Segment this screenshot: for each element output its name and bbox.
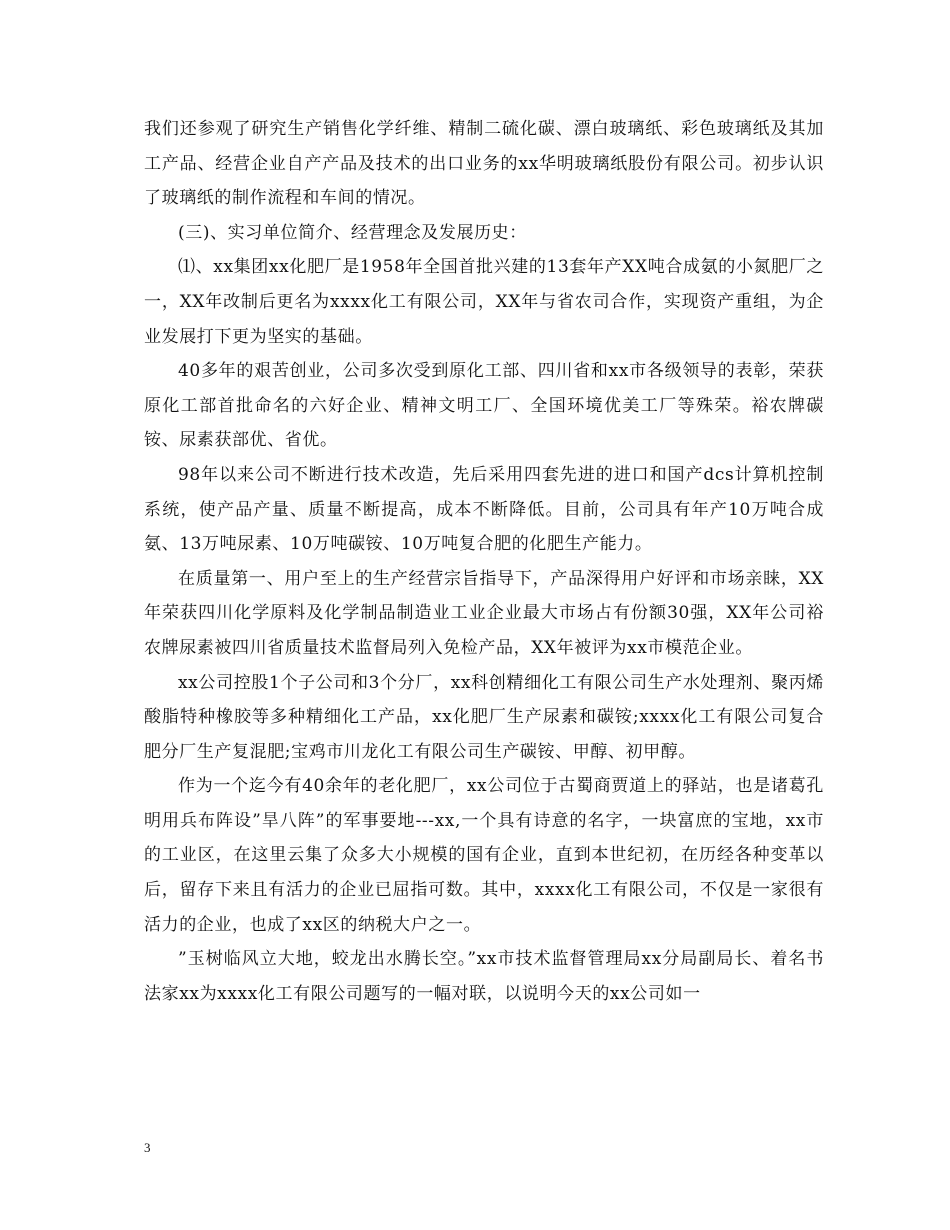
- paragraph-8: 作为一个迄今有40余年的老化肥厂，xx公司位于古蜀商贾道上的驿站，也是诸葛孔明用兵布阵设”旱八阵”的军事要地---xx,一个具有诗意的名字，一块富庶的宝地，xx市的工业区，在这里云集了众多大小规模的国有企业，直到本世纪初，在历经各种变革以后，留存下来且有活力的企业已屈指可数。其中，xxxx化工有限公司，不仅是一家很有活力的企业，也成了xx区的纳税大户之一。: [144, 776, 824, 935]
- paragraph-3: ⑴、xx集团xx化肥厂是1958年全国首批兴建的13套年产XX吨合成氨的小氮肥厂之一，XX年改制后更名为xxxx化工有限公司，XX年与省农司合作，实现资产重组，为企业发展打下更为坚实的基础。: [144, 257, 824, 347]
- page-number: 3: [144, 1140, 151, 1155]
- paragraph-2-section-heading: (三)、实习单位简介、经营理念及发展历史：: [178, 222, 527, 243]
- paragraph-7: xx公司控股1个子公司和3个分厂，xx科创精细化工有限公司生产水处理剂、聚丙烯酸脂特种橡胶等多种精细化工产品，xx化肥厂生产尿素和碳铵;xxxx化工有限公司复合肥分厂生产复混肥;宝鸡市川龙化工有限公司生产碳铵、甲醇、初甲醇。: [144, 672, 824, 762]
- document-body: [144, 112, 824, 1011]
- paragraph-1: 我们还参观了研究生产销售化学纤维、精制二硫化碳、漂白玻璃纸、彩色玻璃纸及其加工产品、经营企业自产产品及技术的出口业务的xx华明玻璃纸股份有限公司。初步认识了玻璃纸的制作流程和车间的情况。: [144, 119, 824, 209]
- paragraph-5: 98年以来公司不断进行技术改造，先后采用四套先进的进口和国产dcs计算机控制系统，使产品产量、质量不断提高，成本不断降低。目前，公司具有年产10万吨合成氨、13万吨尿素、10万吨碳铵、10万吨复合肥的化肥生产能力。: [144, 464, 824, 555]
- paragraph-6: 在质量第一、用户至上的生产经营宗旨指导下，产品深得用户好评和市场亲睐，XX年荣获四川化学原料及化学制品制造业工业企业最大市场占有份额30强，XX年公司裕农牌尿素被四川省质量技术监督局列入免检产品，XX年被评为xx市模范企业。: [144, 568, 824, 658]
- paragraph-4: 40多年的艰苦创业，公司多次受到原化工部、四川省和xx市各级领导的表彰，荣获原化工部首批命名的六好企业、精神文明工厂、全国环境优美工厂等殊荣。裕农牌碳铵、尿素获部优、省优。: [144, 361, 824, 451]
- paragraph-9: ”玉树临风立大地，蛟龙出水腾长空。”xx市技术监督管理局xx分局副局长、着名书法家xx为xxxx化工有限公司题写的一幅对联，以说明今天的xx公司如一: [144, 949, 824, 1004]
